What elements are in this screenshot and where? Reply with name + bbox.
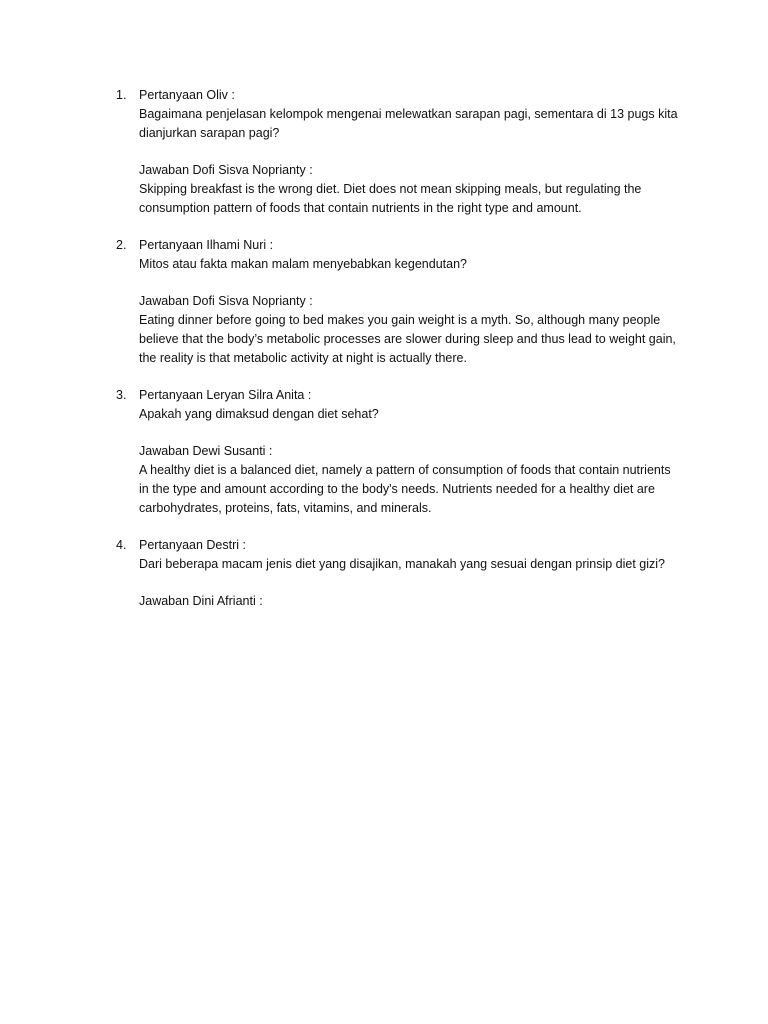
item-number: 4. xyxy=(116,538,127,552)
spacer xyxy=(139,424,768,442)
item-number: 2. xyxy=(116,238,127,252)
answer-text: Skipping breakfast is the wrong diet. Diet does not mean skipping meals, but regulating the consumption pattern of foods that contain nutrients in the right type and amount. xyxy=(139,182,642,215)
answer-text: A healthy diet is a balanced diet, namely a pattern of consumption of foods that contain nutrients in the type and amount according to the body's needs. Nutrients needed for a healthy diet are carbohydrates, proteins, fats, vitamins, and minerals. xyxy=(139,463,671,515)
item-number: 1. xyxy=(116,88,127,102)
answer-text: Eating dinner before going to bed makes you gain weight is a myth. So, although many people believe that the body’s metabolic processes are slower during sleep and thus lead to weight gain, the reality is that metabolic activity at night is actually there. xyxy=(139,313,676,365)
question-text: Bagaimana penjelasan kelompok mengenai melewatkan sarapan pagi, sementara di 13 pugs kita dianjurkan sarapan pagi? xyxy=(139,107,678,140)
spacer xyxy=(139,274,768,292)
qa-item-4 xyxy=(0,536,768,611)
question-heading: Pertanyaan Oliv : xyxy=(139,88,235,102)
question-heading: Pertanyaan Ilhami Nuri : xyxy=(139,238,274,252)
document-page xyxy=(0,86,768,629)
answer-heading: Jawaban Dofi Sisva Noprianty : xyxy=(139,294,313,308)
qa-item-1 xyxy=(0,86,768,218)
question-text: Dari beberapa macam jenis diet yang disajikan, manakah yang sesuai dengan prinsip diet gizi? xyxy=(139,557,666,571)
answer-heading: Jawaban Dini Afrianti : xyxy=(139,594,263,608)
qa-item-3 xyxy=(0,386,768,518)
question-heading: Pertanyaan Destri : xyxy=(139,538,246,552)
item-number: 3. xyxy=(116,388,127,402)
answer-heading: Jawaban Dofi Sisva Noprianty : xyxy=(139,163,313,177)
question-text: Mitos atau fakta makan malam menyebabkan kegendutan? xyxy=(139,257,467,271)
spacer xyxy=(139,143,768,161)
question-text: Apakah yang dimaksud dengan diet sehat? xyxy=(139,407,379,421)
spacer xyxy=(139,574,768,592)
qa-item-2 xyxy=(0,236,768,368)
answer-heading: Jawaban Dewi Susanti : xyxy=(139,444,273,458)
question-heading: Pertanyaan Leryan Silra Anita : xyxy=(139,388,312,402)
